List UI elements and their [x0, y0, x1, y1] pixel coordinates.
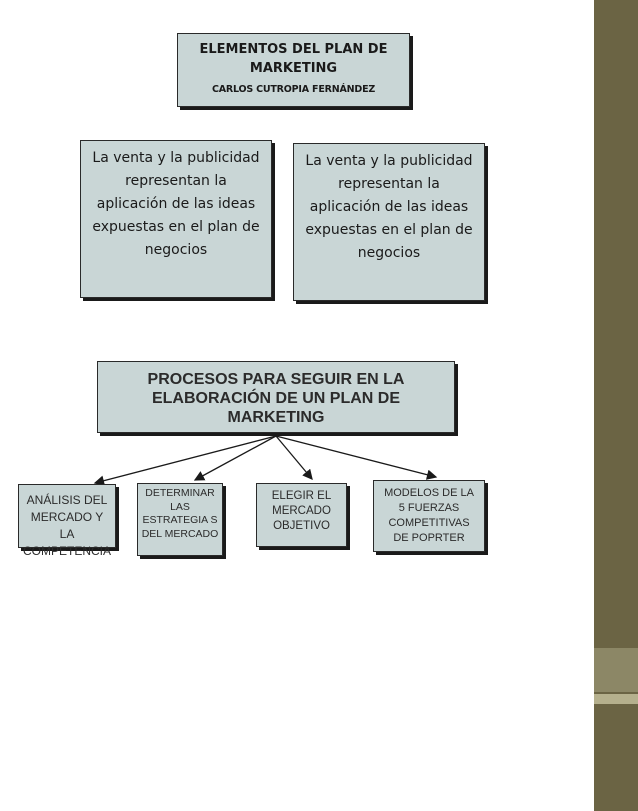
arrow-to-step-1	[95, 436, 276, 483]
author-name: CARLOS CUTROPIA FERNÁNDEZ	[211, 84, 376, 95]
description-text-left: La venta y la publicidad representan la aplicación de las ideas expuestas en el plan de negocios	[92, 150, 260, 258]
diagram-title: ELEMENTOS DEL PLAN DE MARKETING	[199, 42, 388, 76]
step-label-4: MODELOS DE LA 5 FUERZAS COMPETITIVAS DE POPRTER	[384, 487, 474, 544]
step-label-1: ANÁLISIS DEL MERCADO Y LA COMPETENCIA	[23, 493, 112, 558]
arrow-to-step-4	[276, 436, 436, 477]
arrow-to-step-3	[276, 436, 312, 479]
step-label-3: ELEGIR EL MERCADO OBJETIVO	[271, 490, 332, 532]
step-box-1	[18, 484, 116, 558]
arrow-to-step-2	[195, 436, 276, 480]
step-box-2	[137, 483, 223, 556]
step-box-3	[256, 483, 347, 547]
step-box-4	[373, 480, 485, 552]
step-label-2: DETERMINAR LAS ESTRATEGIA S DEL MERCADO	[141, 487, 219, 540]
description-text-right: La venta y la publicidad representan la aplicación de las ideas expuestas en el plan de negocios	[305, 153, 473, 261]
process-title: PROCESOS PARA SEGUIR EN LA ELABORACIÓN DE UN PLAN DE MARKETING	[147, 371, 405, 426]
